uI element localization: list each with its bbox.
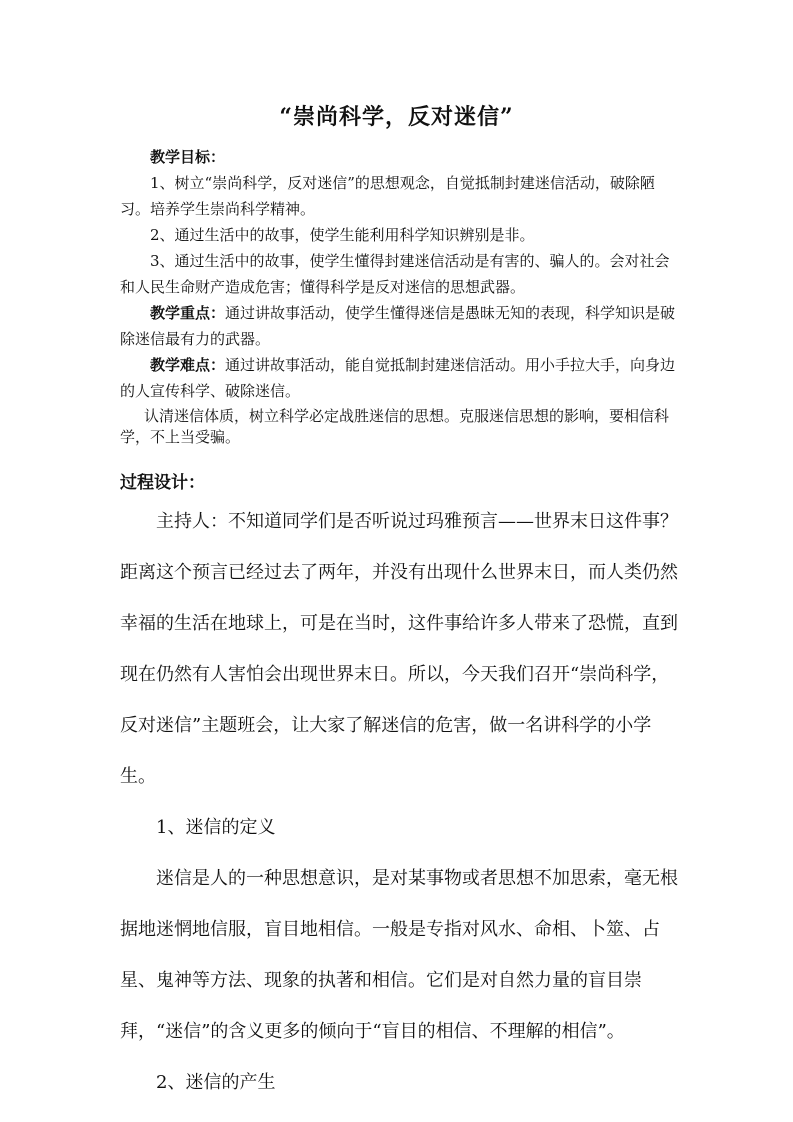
document-title: “崇尚科学，反对迷信” — [279, 104, 514, 130]
section2-heading: 2、迷信的产生 — [156, 1072, 276, 1093]
section1-heading: 1、迷信的定义 — [156, 817, 276, 838]
objective-item-1: 1、树立“崇尚科学，反对迷信”的思想观念，自觉抵制封建迷信活动，破除陋习。培养学生崇尚科学精神。 — [120, 174, 655, 218]
objectives-block — [120, 144, 680, 448]
process-heading: 过程设计： — [120, 473, 205, 493]
objective-item-3: 3、通过生活中的故事，使学生懂得封建迷信活动是有害的、骗人的。会对社会和人民生命财产造成危害；懂得科学是反对迷信的思想武器。 — [120, 252, 670, 296]
section1-text: 迷信是人的一种思想意识，是对某事物或者思想不加思索，毫无根据地迷惘地信服，盲目地相信。一般是专指对风水、命相、卜筮、占星、鬼神等方法、现象的执著和相信。它们是对自然力量的盲目崇拜，“迷信”的含义更多的倾向于“盲目的相信、不理解的相信”。 — [120, 868, 678, 1042]
difficulty-label: 教学难点： — [150, 356, 226, 374]
host-paragraph: 主持人：不知道同学们是否听说过玛雅预言——世界末日这件事？距离这个预言已经过去了两年，并没有出现什么世界末日，而人类仍然幸福的生活在地球上，可是在当时，这件事给许多人带来了恐慌，直到现在仍然有人害怕会出现世界末日。所以，今天我们召开“崇尚科学，反对迷信”主题班会，让大家了解迷信的危害，做一名讲科学的小学生。 — [120, 511, 678, 787]
key-point-text: 通过讲故事活动，使学生懂得迷信是愚昧无知的表现，科学知识是破除迷信最有力的武器。 — [120, 304, 676, 348]
key-point-paragraph — [120, 300, 680, 352]
objectives-heading: 教学目标： — [150, 148, 226, 166]
key-point-label: 教学重点： — [150, 304, 226, 322]
objective-item-2: 2、通过生活中的故事，使学生能利用科学知识辨别是非。 — [150, 226, 535, 244]
process-body — [120, 496, 680, 1108]
difficulty-text: 通过讲故事活动，能自觉抵制封建迷信活动。用小手拉大手，向身边的人宣传科学、破除迷信。 — [120, 356, 676, 400]
difficulty-paragraph — [120, 352, 680, 404]
extra-note: 认清迷信体质，树立科学必定战胜迷信的思想。克服迷信思想的影响，要相信科学，不上当受骗。 — [120, 407, 670, 446]
